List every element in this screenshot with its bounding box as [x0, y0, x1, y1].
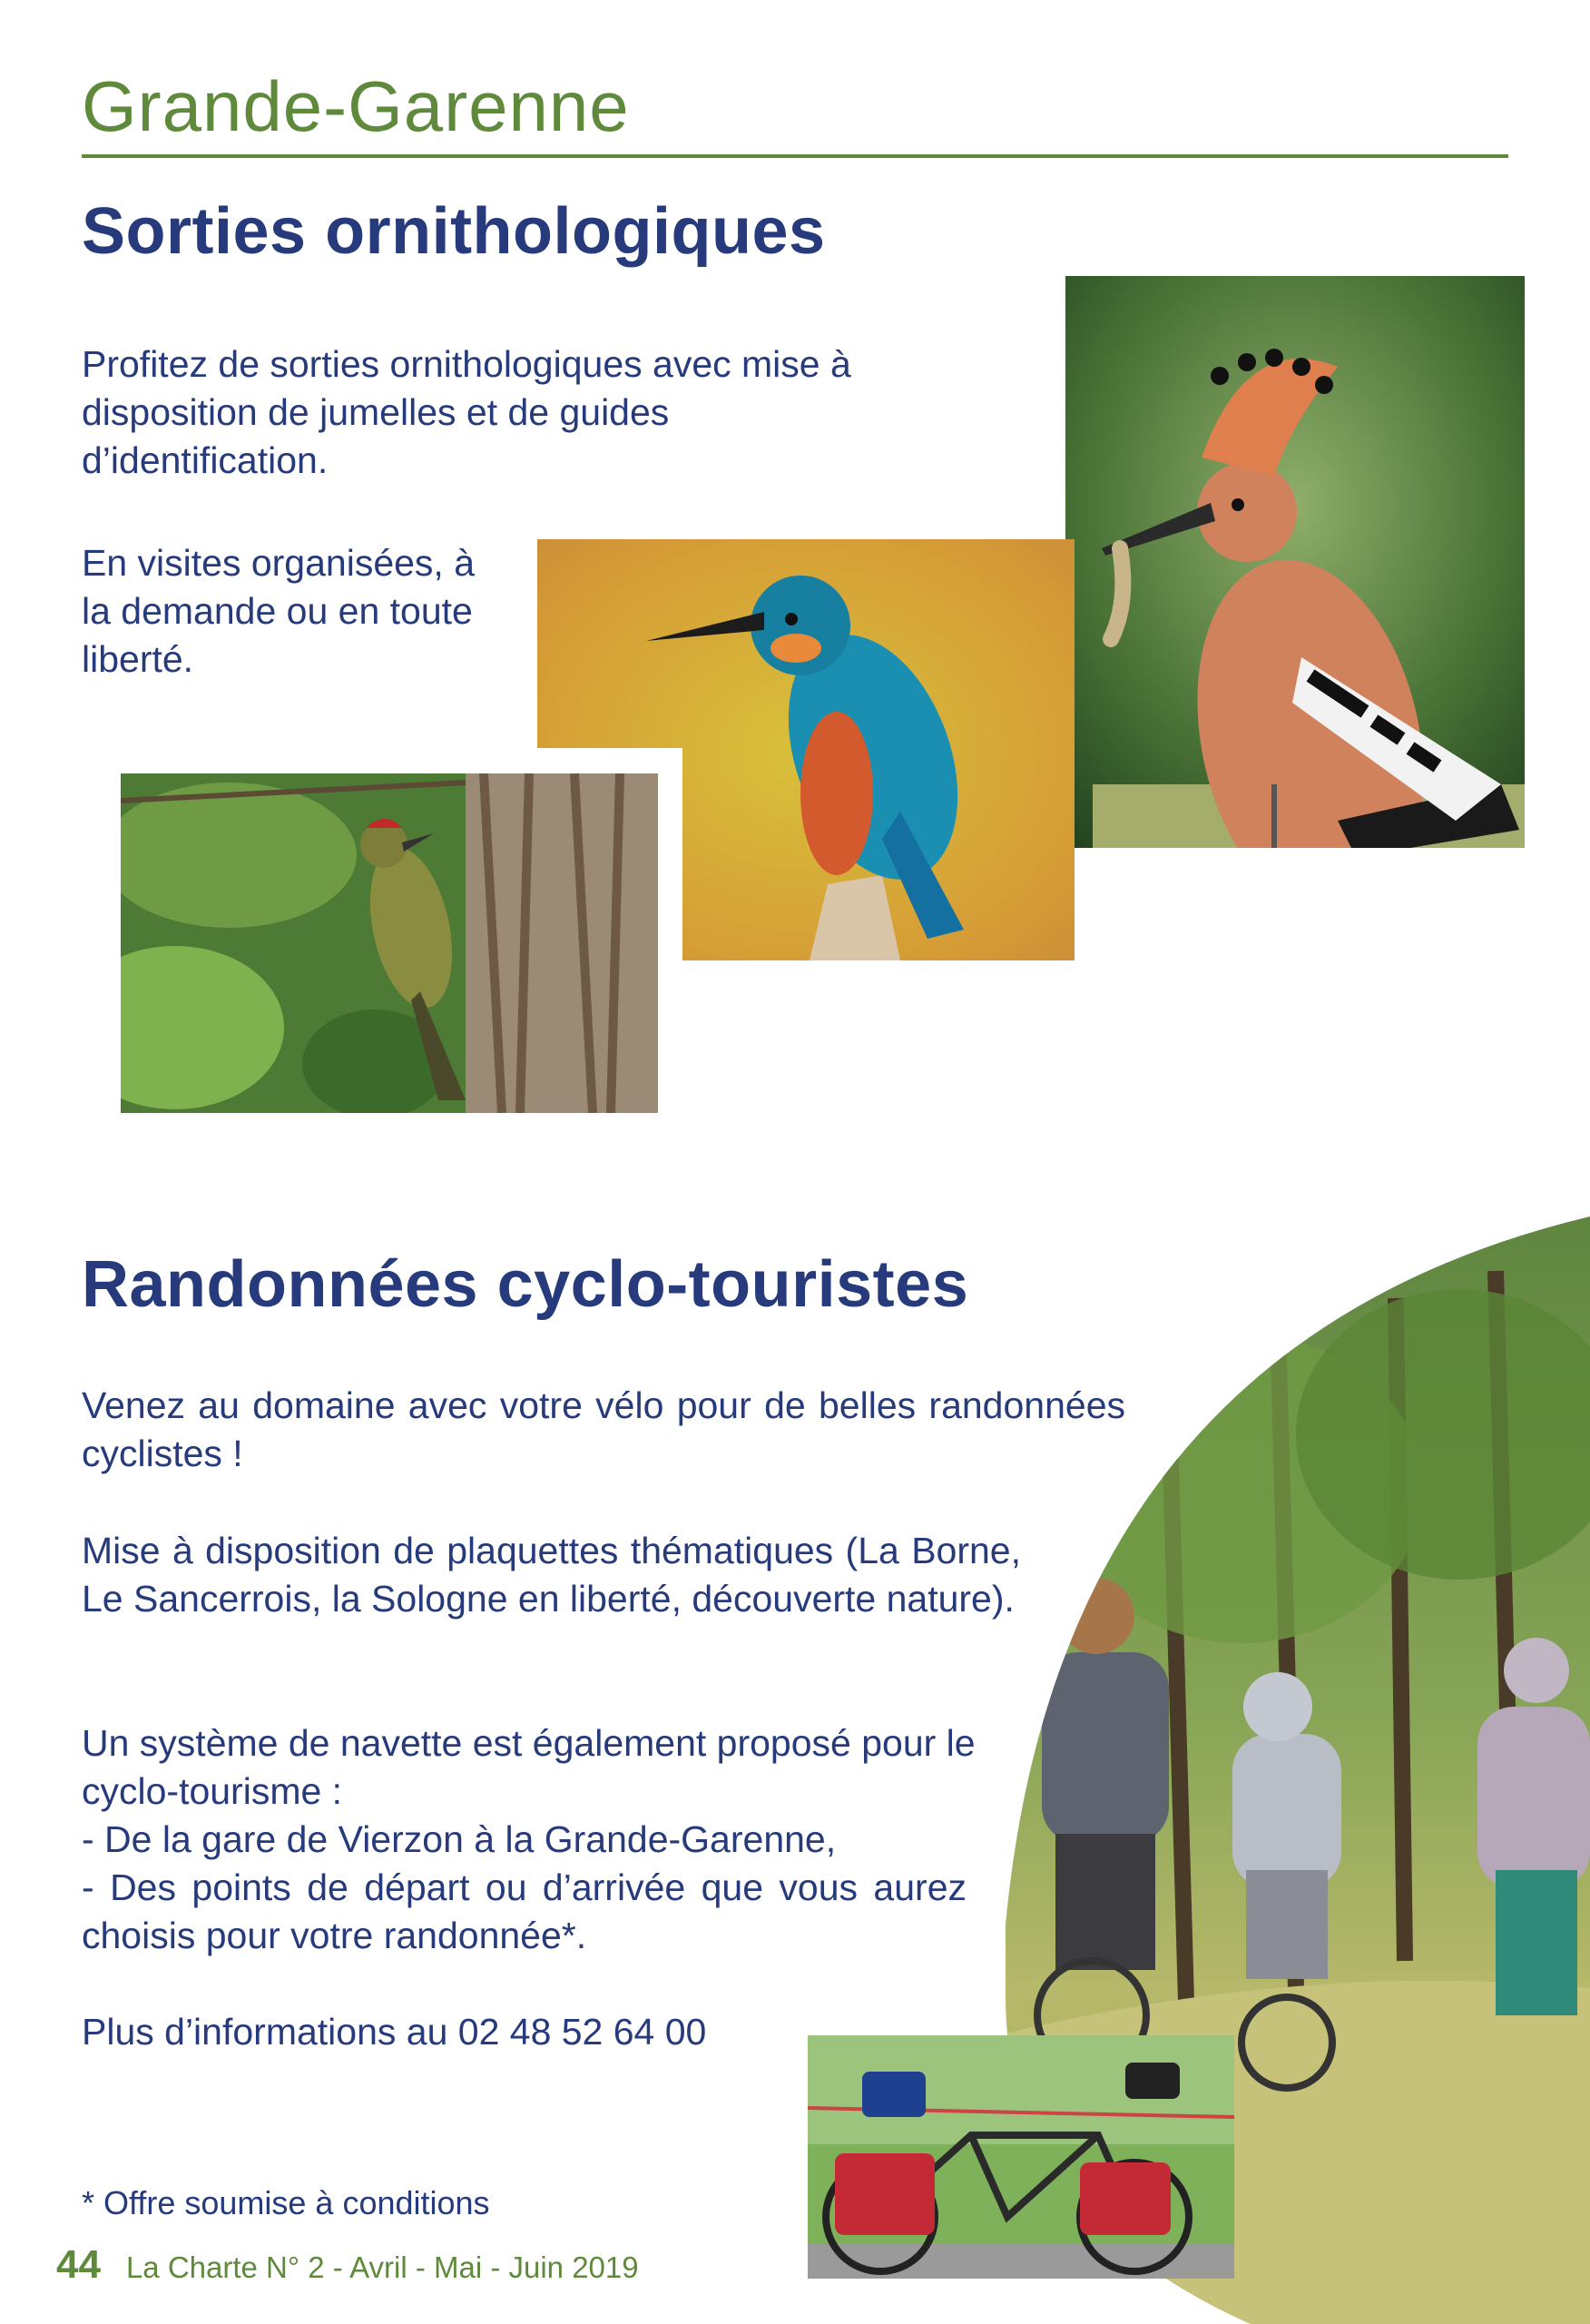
page-footer [56, 2242, 639, 2288]
cycling-paragraph-3-intro: Un système de navette est également proposé pour le cyclo-tourisme : [82, 1722, 976, 1812]
section-title: Grande-Garenne [82, 66, 630, 146]
cycling-paragraph-2: Mise à disposition de plaquettes thématiques (La Borne, Le Sancerrois, la Sologne en liberté, découverte nature). [82, 1530, 1021, 1620]
birds-paragraph-2: En visites organisées, à la demande ou en toute liberté. [82, 542, 476, 680]
page-number: 44 [56, 2242, 101, 2287]
cycling-heading: Randonnées cyclo-touristes [82, 1248, 969, 1321]
birds-paragraph-1: Profitez de sorties ornithologiques avec mise à disposition de jumelles et de guides d’identification. [82, 343, 851, 481]
hoopoe-photo [1065, 276, 1525, 848]
woodpecker-photo [121, 773, 658, 1113]
birds-heading: Sorties ornithologiques [82, 195, 826, 268]
touring-bike-photo [808, 2035, 1234, 2279]
cycling-contact: Plus d’informations au 02 48 52 64 00 [82, 2011, 707, 2053]
section-divider [82, 154, 1508, 158]
cycling-paragraph-1: Venez au domaine avec votre vélo pour de belles randonnées cyclistes ! [82, 1384, 1125, 1474]
cycling-paragraph-3-item-2: - Des points de départ ou d’arrivée que vous aurez choisis pour votre randonnée*. [82, 1866, 967, 1956]
issue-label: La Charte N° 2 - Avril - Mai - Juin 2019 [125, 2250, 639, 2284]
cycling-paragraph-3-item-1: - De la gare de Vierzon à la Grande-Garenne, [82, 1818, 837, 1860]
footnote: * Offre soumise à conditions [82, 2184, 490, 2221]
